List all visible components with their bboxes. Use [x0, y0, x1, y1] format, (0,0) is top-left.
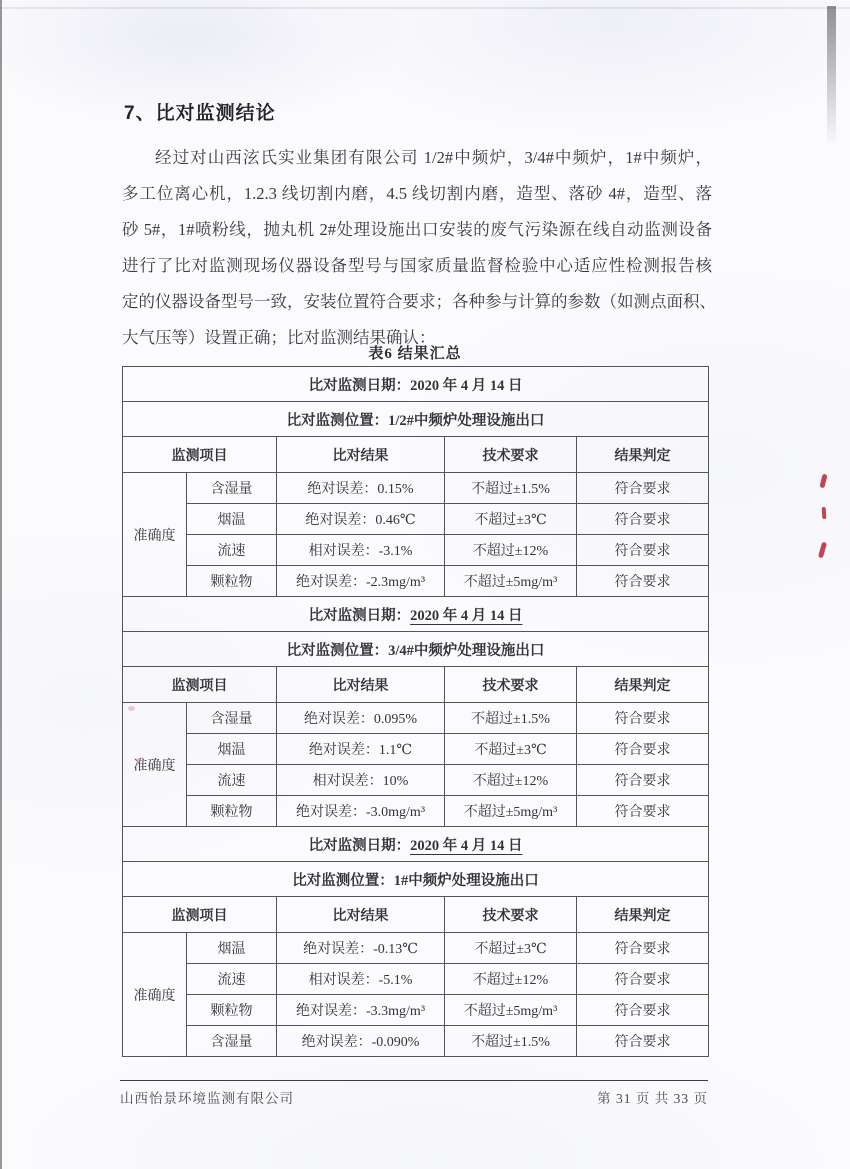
result-cell: 绝对误差：-2.3mg/m³: [277, 566, 445, 597]
result-cell: 绝对误差：-3.0mg/m³: [277, 796, 445, 827]
requirement-cell: 不超过±3℃: [445, 734, 577, 765]
result-cell: 相对误差：-5.1%: [277, 964, 445, 995]
item-cell: 含湿量: [187, 703, 277, 734]
pink-smudge: [136, 758, 141, 763]
judgement-cell: 符合要求: [577, 504, 709, 535]
column-header: 结果判定: [577, 667, 709, 703]
result-cell: 绝对误差：-0.13℃: [277, 933, 445, 964]
table-caption: 表6 结果汇总: [368, 346, 462, 362]
result-cell: 绝对误差：0.46℃: [277, 504, 445, 535]
column-header: 监测项目: [123, 437, 277, 473]
item-cell: 含湿量: [187, 473, 277, 504]
scan-edge-right: [827, 6, 836, 146]
result-cell: 相对误差：10%: [277, 765, 445, 796]
date-row: [123, 367, 709, 402]
judgement-cell: 符合要求: [577, 796, 709, 827]
body-paragraph: [122, 140, 716, 356]
date-value: 2020 年 4 月 14 日: [410, 377, 523, 394]
requirement-cell: 不超过±5mg/m³: [445, 566, 577, 597]
date-value: 2020 年 4 月 14 日: [410, 837, 523, 854]
result-cell: 绝对误差：1.1℃: [277, 734, 445, 765]
footer-company: 山西怡景环境监测有限公司: [120, 1091, 294, 1106]
item-cell: 烟温: [187, 933, 277, 964]
result-cell: 相对误差：-3.1%: [277, 535, 445, 566]
requirement-cell: 不超过±12%: [445, 765, 577, 796]
judgement-cell: 符合要求: [577, 734, 709, 765]
item-cell: 流速: [187, 765, 277, 796]
footer-divider: [120, 1080, 708, 1081]
footer-page-number: 第 31 页 共 33 页: [597, 1091, 708, 1106]
red-ink-mark: [818, 542, 827, 559]
page-footer: [120, 1087, 708, 1107]
judgement-cell: 符合要求: [577, 535, 709, 566]
column-header: 监测项目: [123, 897, 277, 933]
column-header: 技术要求: [445, 897, 577, 933]
column-header: 结果判定: [577, 437, 709, 473]
column-header: 比对结果: [277, 897, 445, 933]
judgement-cell: 符合要求: [577, 566, 709, 597]
paragraph-line: 定的仪器设备型号一致，安装位置符合要求；各种参与计算的参数（如测点面积、: [122, 292, 716, 311]
paragraph-line: 大气压等）设置正确；比对监测结果确认：: [122, 328, 436, 347]
result-cell: 绝对误差：0.095%: [277, 703, 445, 734]
requirement-cell: 不超过±1.5%: [445, 703, 577, 734]
column-header: 比对结果: [277, 437, 445, 473]
requirement-cell: 不超过±3℃: [445, 933, 577, 964]
paragraph-line: 经过对山西泫氏实业集团有限公司 1/2#中频炉，3/4#中频炉，1#中频炉，: [155, 148, 712, 167]
judgement-cell: 符合要求: [577, 765, 709, 796]
column-header: 监测项目: [123, 667, 277, 703]
judgement-cell: 符合要求: [577, 964, 709, 995]
scan-edge-top: [0, 7, 850, 9]
category-cell: 准确度: [123, 473, 187, 597]
date-label: 比对监测日期：: [308, 607, 411, 624]
item-cell: 颗粒物: [187, 995, 277, 1026]
item-cell: 烟温: [187, 504, 277, 535]
requirement-cell: 不超过±1.5%: [445, 473, 577, 504]
date-label: 比对监测日期：: [308, 837, 411, 854]
judgement-cell: 符合要求: [577, 473, 709, 504]
result-cell: 绝对误差：0.15%: [277, 473, 445, 504]
paragraph-line: 砂 5#，1#喷粉线，抛丸机 2#处理设施出口安装的废气污染源在线自动监测设备: [122, 220, 712, 239]
date-row: [123, 597, 709, 632]
judgement-cell: 符合要求: [577, 995, 709, 1026]
red-ink-mark: [822, 507, 827, 519]
item-cell: 颗粒物: [187, 566, 277, 597]
date-row: [123, 827, 709, 862]
item-cell: 烟温: [187, 734, 277, 765]
requirement-cell: 不超过±12%: [445, 964, 577, 995]
location-row: 比对监测位置：3/4#中频炉处理设施出口: [123, 632, 709, 667]
category-cell: 准确度: [123, 703, 187, 827]
item-cell: 流速: [187, 964, 277, 995]
paragraph-line: 多工位离心机，1.2.3 线切割内磨，4.5 线切割内磨，造型、落砂 4#，造型、落: [122, 184, 712, 203]
pink-smudge: [128, 706, 135, 711]
judgement-cell: 符合要求: [577, 703, 709, 734]
date-value: 2020 年 4 月 14 日: [410, 607, 523, 624]
scan-edge-left: [0, 0, 2, 1169]
requirement-cell: 不超过±12%: [445, 535, 577, 566]
requirement-cell: 不超过±1.5%: [445, 1026, 577, 1057]
column-header: 技术要求: [445, 437, 577, 473]
location-row: 比对监测位置：1/2#中频炉处理设施出口: [123, 402, 709, 437]
result-cell: 绝对误差：-3.3mg/m³: [277, 995, 445, 1026]
column-header: 结果判定: [577, 897, 709, 933]
requirement-cell: 不超过±3℃: [445, 504, 577, 535]
item-cell: 颗粒物: [187, 796, 277, 827]
paragraph-line: 进行了比对监测现场仪器设备型号与国家质量监督检验中心适应性检测报告核: [122, 256, 712, 275]
results-table: [122, 366, 709, 1057]
result-cell: 绝对误差：-0.090%: [277, 1026, 445, 1057]
column-header: 比对结果: [277, 667, 445, 703]
column-header: 技术要求: [445, 667, 577, 703]
item-cell: 流速: [187, 535, 277, 566]
date-label: 比对监测日期：: [308, 377, 411, 394]
judgement-cell: 符合要求: [577, 1026, 709, 1057]
requirement-cell: 不超过±5mg/m³: [445, 796, 577, 827]
judgement-cell: 符合要求: [577, 933, 709, 964]
location-row: 比对监测位置：1#中频炉处理设施出口: [123, 862, 709, 897]
item-cell: 含湿量: [187, 1026, 277, 1057]
requirement-cell: 不超过±5mg/m³: [445, 995, 577, 1026]
category-cell: 准确度: [123, 933, 187, 1057]
red-ink-mark: [819, 474, 827, 489]
section-heading: 7、比对监测结论: [124, 103, 276, 124]
